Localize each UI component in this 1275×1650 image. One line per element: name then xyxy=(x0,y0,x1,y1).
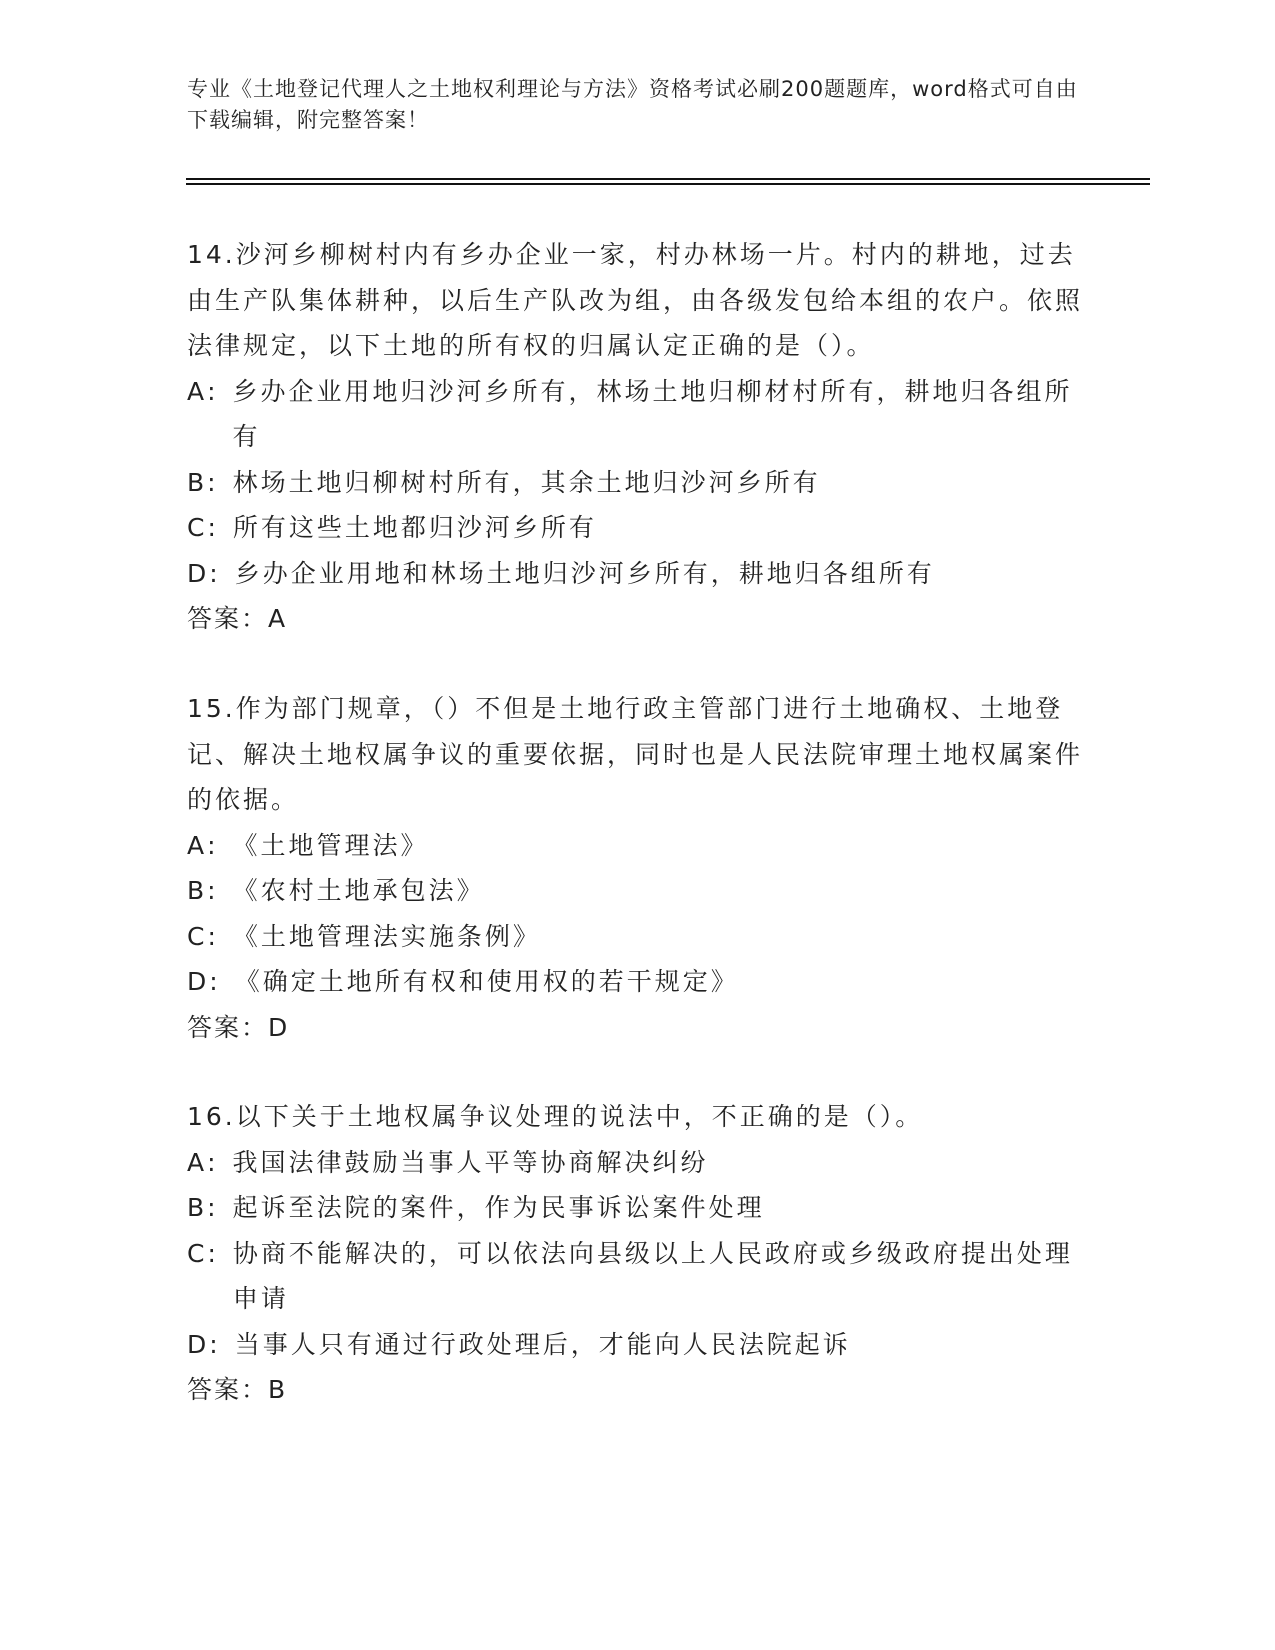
answer-value: A xyxy=(268,604,286,633)
question-stem: 16.以下关于土地权属争议处理的说法中，不正确的是（）。 xyxy=(187,1102,924,1131)
option-separator: : xyxy=(207,376,219,406)
header-divider-top xyxy=(186,178,1150,180)
option-c xyxy=(187,1231,1087,1322)
option-separator: : xyxy=(207,876,219,905)
option-separator: : xyxy=(209,1329,221,1359)
option-text: 当事人只有通过行政处理后，才能向人民法院起诉 xyxy=(234,1329,851,1359)
option-separator: : xyxy=(207,1238,219,1268)
option-text: 《确定土地所有权和使用权的若干规定》 xyxy=(234,967,739,996)
option-text: 《农村土地承包法》 xyxy=(232,876,485,905)
option-separator: : xyxy=(207,830,219,860)
question-stem: 15.作为部门规章，（）不但是土地行政主管部门进行土地确权、土地登记、解决土地权属争议的重要依据，同时也是人民法院审理土地权属案件的依据。 xyxy=(187,694,1084,814)
option-text: 林场土地归柳树村所有，其余土地归沙河乡所有 xyxy=(232,467,821,497)
page-header-title: 专业《土地登记代理人之土地权利理论与方法》资格考试必刷200题题库，word格式可自由下载编辑，附完整答案！ xyxy=(187,77,1078,132)
option-a xyxy=(187,1140,1087,1186)
option-text: 乡办企业用地归沙河乡所有，林场土地归柳材村所有，耕地归各组所有 xyxy=(232,376,1073,451)
option-key: B xyxy=(187,876,208,905)
header-divider-bottom xyxy=(186,183,1150,185)
option-d xyxy=(187,959,1087,1005)
option-text: 所有这些土地都归沙河乡所有 xyxy=(232,513,597,542)
question-15 xyxy=(187,686,1087,1050)
option-text: 《土地管理法实施条例》 xyxy=(232,921,541,951)
option-text: 乡办企业用地和林场土地归沙河乡所有，耕地归各组所有 xyxy=(234,558,935,588)
option-key: A xyxy=(187,830,208,860)
option-text: 我国法律鼓励当事人平等协商解决纠纷 xyxy=(232,1147,709,1177)
option-key: D xyxy=(187,1329,210,1359)
option-c xyxy=(187,505,1087,551)
question-stem: 14.沙河乡柳树村内有乡办企业一家，村办林场一片。村内的耕地，过去由生产队集体耕种，以后生产队改为组，由各级发包给本组的农户。依照法律规定，以下土地的所有权的归属认定正确的是（）。 xyxy=(187,240,1084,360)
option-a xyxy=(187,823,1087,869)
option-d xyxy=(187,551,1087,597)
option-separator: : xyxy=(209,967,221,996)
answer-value: B xyxy=(268,1375,286,1404)
option-separator: : xyxy=(207,921,219,951)
question-16 xyxy=(187,1094,1087,1413)
option-key: D xyxy=(187,558,210,588)
option-d xyxy=(187,1322,1087,1368)
option-key: C xyxy=(187,1238,208,1268)
option-a xyxy=(187,369,1087,460)
option-b xyxy=(187,868,1087,914)
option-key: B xyxy=(187,467,208,497)
answer-line xyxy=(187,1005,1087,1051)
answer-label: 答案： xyxy=(187,1012,269,1042)
option-key: C xyxy=(187,921,208,951)
option-separator: : xyxy=(207,467,219,497)
answer-line xyxy=(187,1367,1087,1413)
option-key: A xyxy=(187,376,208,406)
answer-label: 答案： xyxy=(187,1375,269,1404)
answer-value: D xyxy=(268,1012,288,1042)
option-text: 起诉至法院的案件，作为民事诉讼案件处理 xyxy=(232,1193,765,1222)
option-separator: : xyxy=(207,513,219,542)
answer-label: 答案： xyxy=(187,604,269,633)
option-text: 《土地管理法》 xyxy=(232,830,429,860)
option-b xyxy=(187,1185,1087,1231)
answer-line xyxy=(187,596,1087,642)
option-key: D xyxy=(187,967,210,996)
option-separator: : xyxy=(207,1147,219,1177)
option-b xyxy=(187,460,1087,506)
option-separator: : xyxy=(209,558,221,588)
option-c xyxy=(187,914,1087,960)
option-separator: : xyxy=(207,1193,219,1222)
option-key: B xyxy=(187,1193,208,1222)
option-key: A xyxy=(187,1147,208,1177)
option-key: C xyxy=(187,513,208,542)
question-14 xyxy=(187,232,1087,642)
option-text: 协商不能解决的，可以依法向县级以上人民政府或乡级政府提出处理申请 xyxy=(232,1238,1073,1313)
